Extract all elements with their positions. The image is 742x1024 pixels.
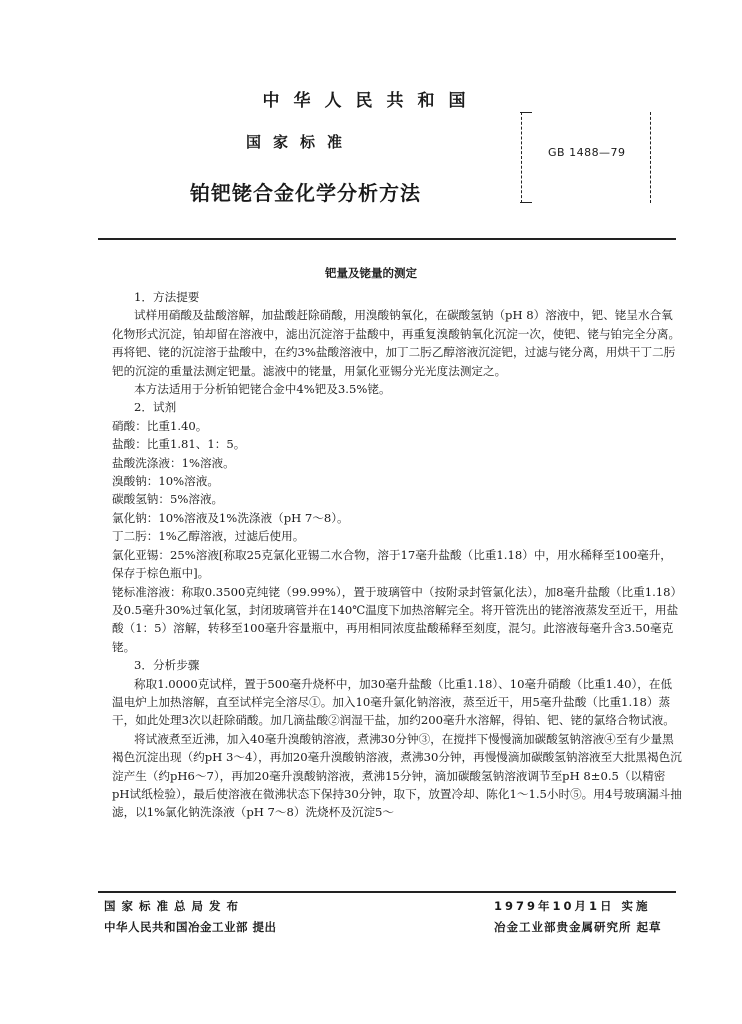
section-title: 钯量及铑量的测定: [325, 266, 417, 280]
paragraph-procedure-dissolution: 称取1.0000克试样，置于500毫升烧杯中，加30毫升盐酸（比重1.18）、10毫升硝酸（比重1.40），在低温电炉上加热溶解，直至试样完全溶尽①。加入10毫升氯化钠溶液，蒸至近干，用5毫升盐酸（比重1.18）蒸干，如此处理3次以赶除硝酸。加几滴盐酸②润湿干盐，加约200毫升水溶解，得铂、钯、铑的氯络合物试液。: [112, 676, 675, 728]
footer-divider: [98, 891, 676, 893]
paragraph-procedure-oxidation: 将试液煮至近沸，加入40毫升溴酸钠溶液，煮沸30分钟③，在搅拌下慢慢滴加碳酸氢钠溶液④至有少量黑褐色沉淀出现（约pH 3～4），再加20毫升溴酸钠溶液，煮沸30分钟，再慢慢滴加碳酸氢钠溶液至大批黑褐色沉淀产生（约pH6～7），再加20毫升溴酸钠溶液，煮沸15分钟，滴加碳酸氢钠溶液调节至pH 8±0.5（以精密pH试纸检验），最后使溶液在微沸状态下保持30分钟，取下，放置冷却、陈化1～1.5小时⑤。用4号玻璃漏斗抽滤，以1%氯化钠洗涤液（pH 7～8）洗烧杯及沉淀5～: [112, 731, 682, 820]
reagent-item: 溴酸钠：10%溶液。: [112, 474, 219, 489]
heading-method-summary: 1．方法提要: [134, 290, 200, 304]
country-heading: 中华人民共和国: [262, 91, 480, 111]
reagent-item: 丁二肟：1%乙醇溶液，过滤后使用。: [112, 529, 305, 544]
paragraph-stannous-chloride: 氯化亚锡：25%溶液[称取25克氯化亚锡二水合物，溶于17毫升盐酸（比重1.18）中，用水稀释至100毫升，保存于棕色瓶中]。: [112, 547, 672, 581]
paragraph-method-summary: 试样用硝酸及盐酸溶解，加盐酸赶除硝酸，用溴酸钠氧化，在碳酸氢钠（pH 8）溶液中，钯、铑呈水合氧化物形式沉淀，铂却留在溶液中，滤出沉淀溶于盐酸中，再重复溴酸钠氧化沉淀一次，使钯、铑与铂完全分离。再将钯、铑的沉淀溶于盐酸中，在约3%盐酸溶液中，加丁二肟乙醇溶液沉淀钯，过滤与铑分离，用烘干丁二肟钯的沉淀的重量法测定钯量。滤液中的铑量，用氯化亚锡分光光度法测定之。: [112, 308, 681, 378]
reagent-item: 氯化钠：10%溶液及1%洗涤液（pH 7～8）。: [112, 510, 349, 525]
standard-type-heading: 国家标准: [245, 133, 354, 151]
footer-proposer: 中华人民共和国冶金工业部 提出: [104, 920, 277, 934]
document-body: [112, 288, 682, 822]
header-divider: [98, 238, 676, 240]
standard-code: GB 1488—79: [548, 146, 626, 159]
footer-drafter: 冶金工业部贵金属研究所 起草: [494, 920, 662, 934]
reagent-item: 盐酸：比重1.81、1：5。: [112, 437, 246, 452]
reagent-item: 盐酸洗涤液：1%溶液。: [112, 455, 235, 470]
heading-reagents: 2．试剂: [134, 400, 177, 415]
reagent-item: 硝酸：比重1.40。: [112, 418, 208, 433]
footer-effective-date: 1979年10月1日 实施: [494, 899, 651, 913]
reagent-item: 碳酸氢钠：5%溶液。: [112, 492, 224, 507]
paragraph-scope: 本方法适用于分析铂钯铑合金中4%钯及3.5%铑。: [134, 382, 391, 397]
heading-procedure: 3．分析步骤: [134, 658, 200, 673]
document-title: 铂钯铑合金化学分析方法: [190, 181, 421, 205]
paragraph-rhodium-standard: 铑标准溶液：称取0.3500克纯铑（99.99%），置于玻璃管中（按附录封管氯化法），加8毫升盐酸（比重1.18）及0.5毫升30%过氧化氢，封闭玻璃管并在140℃温度下加热溶解完全。将开管洗出的铑溶液蒸发至近干，用盐酸（1：5）溶解，转移至100毫升容量瓶中，再用相同浓度盐酸稀释至刻度，混匀。此溶液每毫升含3.50毫克铑。: [112, 584, 679, 654]
footer-issuer: 国家标准总局发布: [104, 899, 244, 913]
